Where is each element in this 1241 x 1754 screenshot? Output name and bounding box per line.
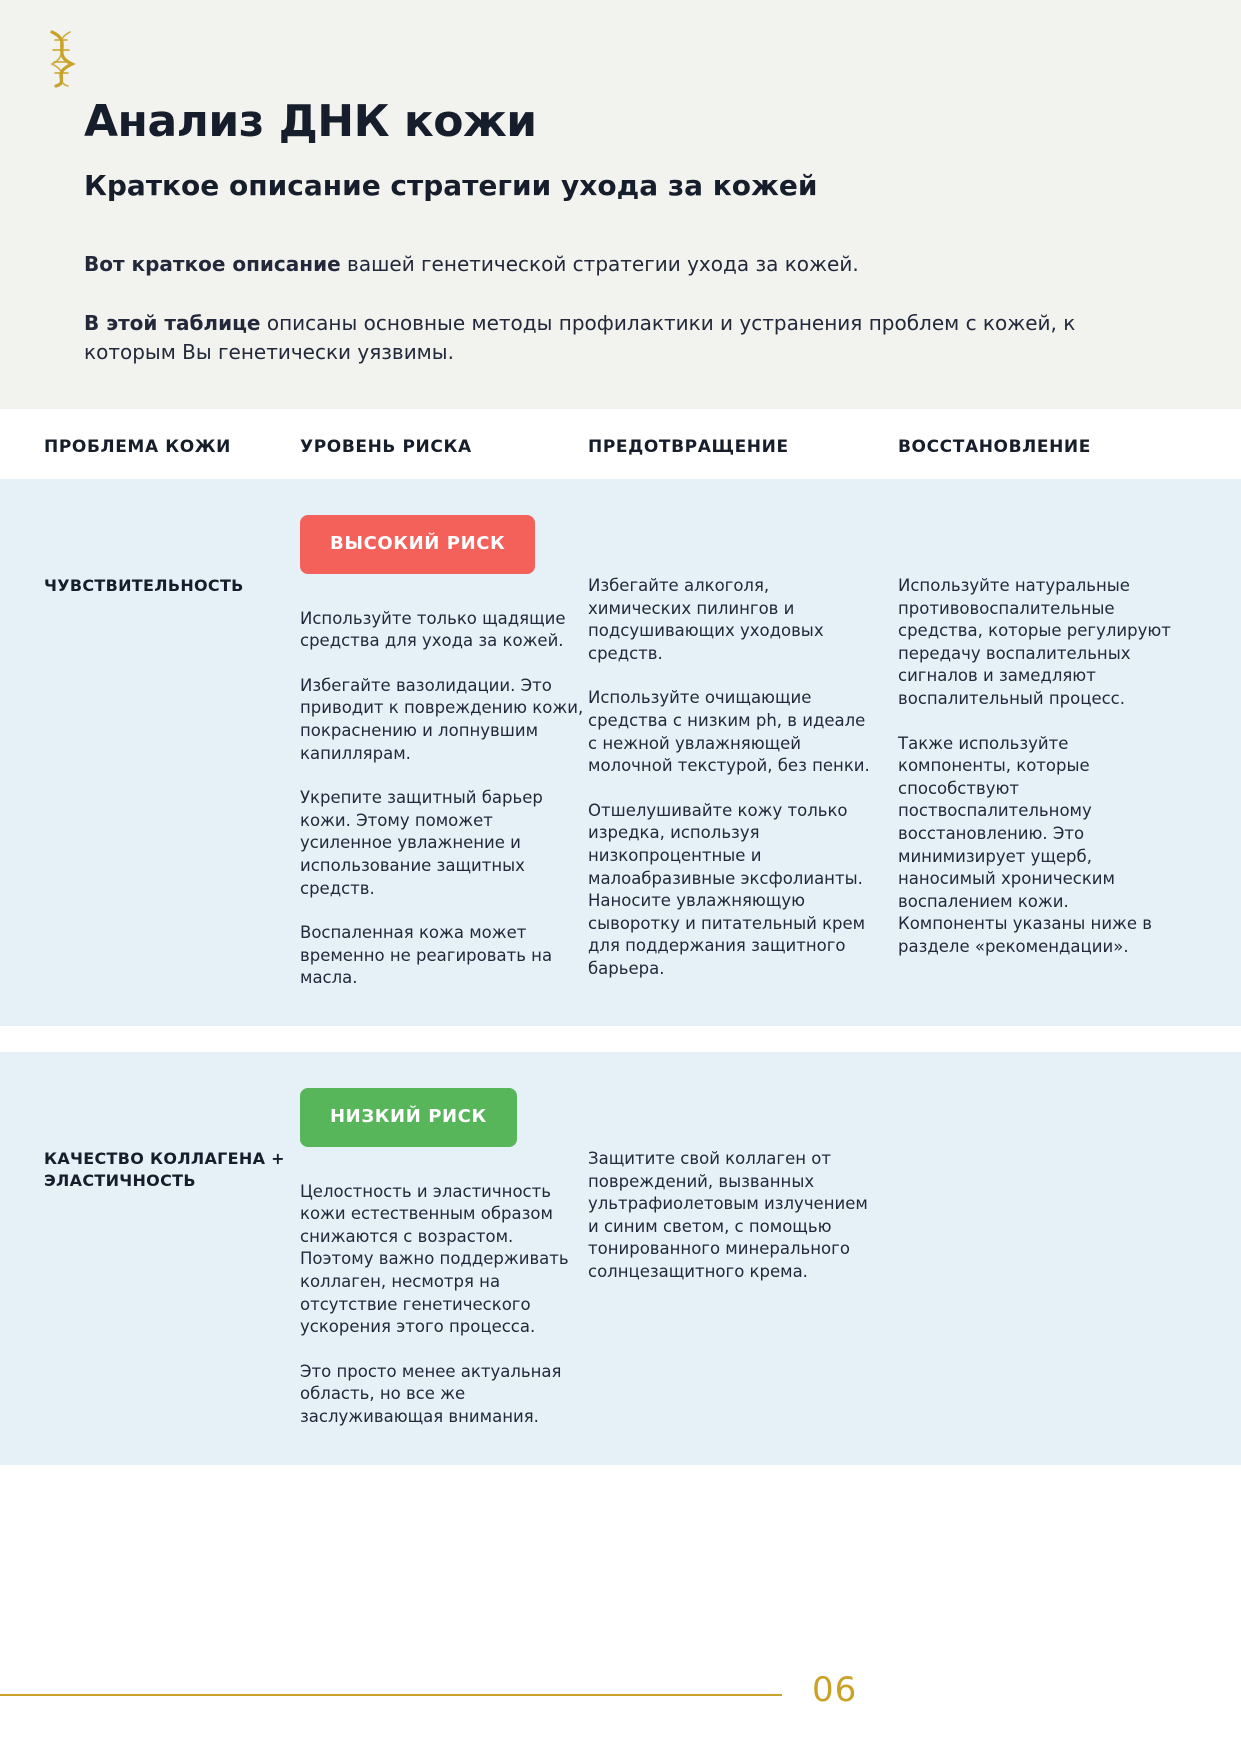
prevention-text: Отшелушивайте кожу только изредка, используя низкопроцентные и малоабразивные эксфолианты. Наносите увлажняющую сыворотку и питательный крем для поддержания защитного барьера. xyxy=(588,800,866,978)
row-label: КАЧЕСТВО КОЛЛАГЕНА + ЭЛАСТИЧНОСТЬ xyxy=(44,1148,285,1190)
recovery-cell xyxy=(898,479,1197,990)
row-label: ЧУВСТВИТЕЛЬНОСТЬ xyxy=(44,576,244,595)
risk-text: Воспаленная кожа может временно не реагировать на масла. xyxy=(300,923,553,988)
intro-paragraph-1-text: вашей генетической стратегии ухода за кожей. xyxy=(340,252,859,276)
column-header-prevention: ПРЕДОТВРАЩЕНИЕ xyxy=(588,437,789,457)
column-header-skin-problem: ПРОБЛЕМА КОЖИ xyxy=(44,437,232,457)
prevention-cell xyxy=(588,1052,898,1429)
page-number: 06 xyxy=(812,1670,858,1710)
risk-cell xyxy=(300,479,588,990)
risk-text: Это просто менее актуальная область, но все же заслуживающая внимания. xyxy=(300,1361,562,1426)
page-title: Анализ ДНК кожи xyxy=(84,96,537,147)
table-row xyxy=(0,479,1241,1026)
footer-divider xyxy=(0,1694,782,1696)
table-row xyxy=(0,1052,1241,1465)
intro-paragraph-2 xyxy=(0,279,1241,367)
risk-text: Укрепите защитный барьер кожи. Этому поможет усиленное увлажнение и использование защитных средств. xyxy=(300,788,543,898)
status-badge: НИЗКИЙ РИСК xyxy=(300,1088,517,1147)
row-divider xyxy=(0,1026,1241,1052)
risk-text: Избегайте вазолидации. Это приводит к повреждению кожи, покраснению и лопнувшим капиллярам. xyxy=(300,675,584,763)
table-header-row xyxy=(0,409,1241,479)
row-label-cell xyxy=(0,1052,300,1429)
document-header xyxy=(0,0,1241,409)
recovery-text: Используйте натуральные противовоспалительные средства, которые регулируют передачу воспалительных сигналов и замедляют воспалительный процесс. xyxy=(898,576,1171,708)
prevention-cell xyxy=(588,479,898,990)
prevention-text: Избегайте алкоголя, химических пилингов и подсушивающих уходовых средств. xyxy=(588,576,824,663)
row-label-cell xyxy=(0,479,300,990)
column-header-recovery: ВОССТАНОВЛЕНИЕ xyxy=(898,437,1091,457)
risk-badge-wrap xyxy=(300,1052,588,1147)
intro-paragraph-1-emphasis: Вот краткое описание xyxy=(84,252,341,276)
risk-badge-wrap xyxy=(300,479,588,574)
page-subtitle: Краткое описание стратегии ухода за кожей xyxy=(84,169,818,202)
page-footer xyxy=(0,1670,1241,1754)
status-badge: ВЫСОКИЙ РИСК xyxy=(300,515,535,574)
risk-text: Используйте только щадящие средства для ухода за кожей. xyxy=(300,608,566,651)
intro-paragraph-2-emphasis: В этой таблице xyxy=(84,311,261,335)
dna-helix-icon xyxy=(40,28,84,88)
column-header-risk-level: УРОВЕНЬ РИСКА xyxy=(300,437,472,457)
risk-cell xyxy=(300,1052,588,1429)
prevention-text: Используйте очищающие средства с низким ph, в идеале с нежной увлажняющей молочной текстурой, без пенки. xyxy=(588,688,870,776)
prevention-text: Защитите свой коллаген от повреждений, вызванных ультрафиолетовым излучением и синим светом, с помощью тонированного минерального солнцезащитного крема. xyxy=(588,1148,868,1281)
risk-text: Целостность и эластичность кожи естественным образом снижаются с возрастом. Поэтому важно поддерживать коллаген, несмотря на отсутствие генетического ускорения этого процесса. xyxy=(300,1181,569,1337)
intro-paragraph-1 xyxy=(0,202,1241,279)
intro-paragraph-2-text: описаны основные методы профилактики и устранения проблем с кожей, к которым Вы генетически уязвимы. xyxy=(84,311,1076,364)
recovery-cell xyxy=(898,1052,1197,1429)
recovery-text: Также используйте компоненты, которые способствуют поствоспалительному восстановлению. Это минимизирует ущерб, наносимый хроническим воспалением кожи. Компоненты указаны ниже в разделе «рекомендации». xyxy=(898,733,1153,956)
